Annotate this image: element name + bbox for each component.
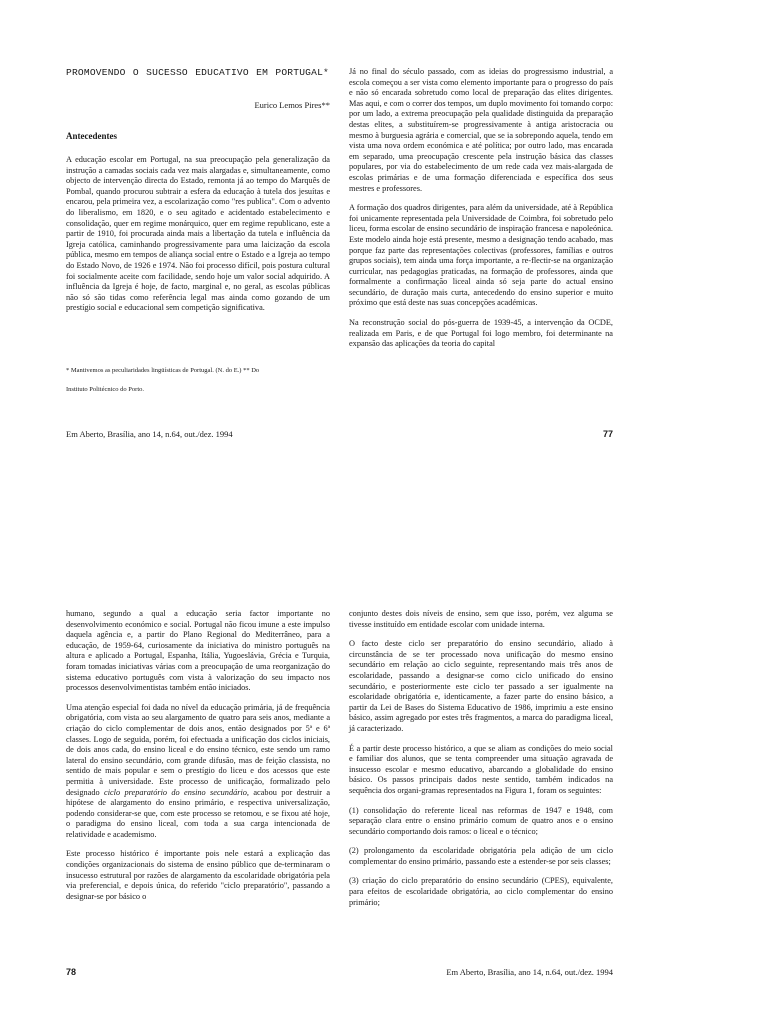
page77-footer: Em Aberto, Brasília, ano 14, n.64, out./dez. 1994 — [66, 429, 233, 439]
page77-right-column — [349, 67, 613, 359]
paragraph: (3) criação do ciclo preparatório do ensino secundário (CPES), equivalente, para efeitos de escolaridade obrigatória, ao ciclo complementar do ensino primário; — [349, 876, 613, 907]
page77-number: 77 — [602, 429, 613, 439]
paragraph: Já no final do século passado, com as ideias do progressismo industrial, a escola começou a ser vista como elemento importante para o progresso do país e não só encarada sobretudo como local de preparação das elites dirigentes. Mas aqui, e com o correr dos tempos, um duplo movimento foi tomando corpo: por um lado, a extrema preocupação pela qualidade distinguida da preparação destas elites, a substituírem-se progressivamente à antiga aristocracia ou mesmo à burguesia agrária e comercial, que se ia sobrepondo aquela, tendo em vista uma nova ordem económica e até política; por outro lado, mas encarada em separado, uma preocupação crescente pela instrução básica das classes populares, por via do estabelecimento de um rede cada vez mais-alargada de escolas primárias e de uma formação diferenciada e específica dos seus mestres e professores. — [349, 67, 613, 193]
italic-term: ciclo preparatório do ensino secundário, — [104, 787, 250, 797]
paragraph: Este processo histórico é importante pois nele estará a explicação das condições organizacionais do sistema de ensino público que de-terminaram o insucesso estrutural por razões de alargamento da escolaridade obrigatória pela via preferencial, e depois única, do referido "ciclo preparatório", passando a designar-se por básico o — [66, 849, 330, 901]
paragraph — [66, 703, 330, 841]
footnote: * Mantivemos as peculiaridades lingüísticas de Portugal. (N. do E.) ** Do — [66, 367, 260, 374]
paragraph: (2) prolongamento da escolaridade obrigatória pela adição de um ciclo complementar do ensino primário, passando este a estender-se por seis classes; — [349, 846, 613, 866]
paragraph: O facto deste ciclo ser preparatório do ensino secundário, aliado à circunstância de se ter processado nova unificação do mesmo ensino secundário em relação ao ciclo seguinte, representando mais três anos de escolaridade, passando a designar-se como ciclo unificado do ensino secundário, e posteriormente este ciclo ter passado a ser igualmente na escolaridade obrigatória e, identicamente, a fazer parte do ensino básico, a partir da Lei de Bases do Sistema Educativo de 1986, imprimiu a este ensino básico, assim agregado por estes três fragmentos, a marca do paradigma liceal, já caracterizado. — [349, 639, 613, 733]
footnote: Instituto Politécnico do Porto. — [66, 386, 144, 393]
author-name: Eurico Lemos Pires** — [254, 100, 330, 110]
paragraph: Na reconstrução social do pós-guerra de 1939-45, a intervenção da OCDE, realizada em Paris, e de que Portugal foi logo membro, foi determinante na expansão das aplicações da teoria do capital — [349, 318, 613, 349]
page78-footer: Em Aberto, Brasília, ano 14, n.64, out./dez. 1994 — [446, 967, 613, 977]
text-span: acabou por destruir a hipótese de alargamento do ensino primário, e respectiva universalização, podendo considerar-se que, com este processo se retomou, e se fixou até hoje, o paradigma do ensino liceal, com toda a sua carga intencionada de relatividade e academismo. — [66, 787, 331, 839]
page78-left-column — [66, 609, 330, 911]
paragraph: conjunto destes dois níveis de ensino, sem que isso, porém, vez alguma se tivesse instituído em entidade escolar com unidade interna. — [349, 609, 613, 629]
paragraph: A formação dos quadros dirigentes, para além da universidade, até à República foi unicamente representada pela Universidade de Coimbra, foi sobretudo pelo liceu, forma escolar de ensino secundário de inspiração francesa e napoleónica. Este modelo ainda hoje está presente, mesmo a designação tendo acabado, mas porque faz parte das representações colectivas (professores, famílias e outros grupos sociais), tem ainda uma força importante, a re-flectir-se na organização curricular, nas pedagogias praticadas, na formação de professores, ainda que formalmente a confirmação liceal ainda só seja parte do actual ensino secundário, de duração mais curta, antecedendo do ensino superior e muito próximo que está deste nas suas concepções académicas. — [349, 203, 613, 308]
page77-left-column — [66, 155, 330, 323]
paragraph: A educação escolar em Portugal, na sua preocupação pela generalização da instrução a camadas sociais cada vez mais alargadas e, simultaneamente, como objecto de intervenção directa do Estado, remonta já ao tempo do Marquês de Pombal, quando procurou subtrair a esfera da educação à tutela dos jesuítas e encarou, pela primeira vez, a escolarização como "res publica". Com o advento do liberalismo, em 1820, e o seu agitado e acidentado estabelecimento e consolidação, quer em regime monárquico, quer em regime republicano, este a partir de 1910, foi procurada ainda mais a libertação da tutela e influência da Igreja católica, caminhando progressivamente para uma laicização da escola pública, mesmo em tempos de aliança social entre o Estado e a Igreja ao tempo do Estado Novo, de 1926 e 1974. Não foi processo difícil, pois postura cultural foi socialmente aceite com facilidade, sendo hoje um valor social adquirido. A influência da Igreja é hoje, de facto, marginal e, no geral, as escolas públicas não só são tidas como referência legal mas ainda como gozando de um prestígio social e educacional sem competição significativa. — [66, 155, 330, 313]
page78-right-column — [349, 609, 613, 917]
paragraph: (1) consolidação do referente liceal nas reformas de 1947 e 1948, com separação clara entre o ensino primário comum de quatro anos e o ensino secundário comportando dois ramos: o liceal e o técnico; — [349, 805, 613, 836]
page78-number: 78 — [66, 967, 77, 977]
text-span: Uma atenção especial foi dada no nível da educação primária, já de frequência obrigatória, com vista ao seu alargamento de quatro para seis anos, mediante a criação do ciclo complementar de dois anos, então designados por 5ª e 6ª classes. Logo de seguida, porém, foi efectuada a unificação dos ciclos iniciais, de dois anos cada, do ensino liceal e do ensino técnico, este sendo um ramo lateral do ensino secundário, com grande difusão, mas de feição classista, no sentido de mais popular e sem o prestígio do liceu e dos acessos que este permitia à universidade. Este processo de unificação, formalizado pelo designado — [66, 702, 330, 797]
paragraph: humano, segundo a qual a educação seria factor importante no desenvolvimento económico e social. Portugal não ficou imune a este impulso daquela agência e, a partir do Plano Regional do Mediterrâneo, para a educação, de 1959-64, curiosamente da iniciativa do ministro português na altura e aplicado a Portugal, Espanha, Itália, Yugoeslávia, Grécia e Turquia, foram tomadas iniciativas várias com a preocupação de uma reorganização do sistema educativo português com vista à valorização do seu impacto nos processos desenvolvimentistas também então iniciados. — [66, 609, 330, 693]
section-heading: Antecedentes — [66, 131, 117, 141]
article-title: PROMOVENDO O SUCESSO EDUCATIVO EM PORTUGAL* — [66, 67, 329, 78]
paragraph: É a partir deste processo histórico, a que se aliam as condições do meio social e familiar dos alunos, que se tenta compreender uma situação agravada de insucesso escolar e mesmo educativo, abarcando a globalidade do ensino básico. Os passos principais dados neste sentido, também indicados na sequência dos organi-gramas representados na Figura 1, foram os seguintes: — [349, 743, 613, 795]
